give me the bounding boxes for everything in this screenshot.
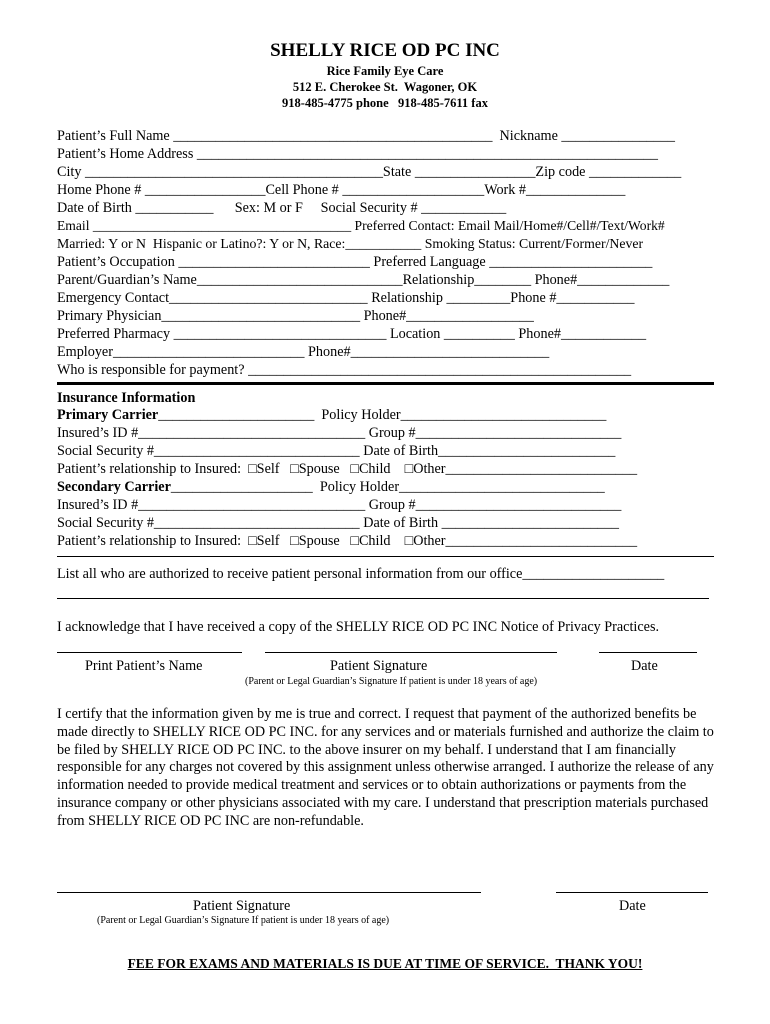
primary-relationship-checkboxes[interactable]: Patient’s relationship to Insured: □Self □Spouse □Child □Other___________________________ — [57, 461, 638, 477]
secondary-carrier-label: Secondary Carrier — [57, 479, 171, 495]
certify-date-line[interactable] — [556, 892, 708, 893]
emergency-contact-field[interactable]: Emergency Contact____________________________ Relationship _________Phone #___________ — [57, 290, 635, 306]
married-race-smoking-field[interactable]: Married: Y or N Hispanic or Latino?: Y or N, Race:___________ Smoking Status: Current/Former/Never — [57, 236, 644, 251]
authorized-persons-field[interactable]: List all who are authorized to receive patient personal information from our office____________________ — [57, 566, 665, 582]
home-address-field[interactable]: Patient’s Home Address _________________________________________________________________ — [57, 146, 658, 162]
city-state-zip-field[interactable]: City __________________________________________State _________________Zip code _____________ — [57, 164, 682, 180]
practice-contact: 918-485-4775 phone 918-485-7611 fax — [282, 96, 488, 110]
primary-ssn-dob-field[interactable]: Social Security #_____________________________ Date of Birth_________________________ — [57, 443, 616, 459]
primary-physician-field[interactable]: Primary Physician____________________________ Phone#__________________ — [57, 308, 534, 324]
date-line[interactable] — [599, 652, 697, 653]
secondary-ssn-dob-field[interactable]: Social Security #_____________________________ Date of Birth _________________________ — [57, 515, 619, 531]
section-divider — [57, 382, 714, 385]
secondary-relationship-checkboxes[interactable]: Patient’s relationship to Insured: □Self □Spouse □Child □Other___________________________ — [57, 533, 638, 549]
email-contact-field[interactable]: Email ______________________________________ Preferred Contact: Email Mail/Home#/Cell#/Text/Work# — [57, 218, 665, 233]
insurance-divider — [57, 556, 714, 557]
secondary-carrier-rest: ____________________ Policy Holder_____________________________ — [170, 479, 605, 495]
practice-address: 512 E. Cherokee St. Wagoner, OK — [292, 80, 478, 94]
primary-carrier-label: Primary Carrier — [57, 407, 159, 423]
primary-carrier-field[interactable] — [57, 406, 606, 424]
primary-insured-id-field[interactable]: Insured’s ID #________________________________ Group #_____________________________ — [57, 425, 622, 441]
date-label: Date — [631, 658, 658, 674]
primary-carrier-rest: ______________________ Policy Holder_____________________________ — [158, 407, 607, 423]
practice-dba: Rice Family Eye Care — [326, 64, 444, 78]
dob-sex-ssn-field[interactable]: Date of Birth ___________ Sex: M or F Social Security # ____________ — [57, 200, 507, 216]
authorized-line-2[interactable] — [57, 598, 709, 599]
secondary-insured-id-field[interactable]: Insured’s ID #________________________________ Group #_____________________________ — [57, 497, 622, 513]
print-name-line[interactable] — [57, 652, 242, 653]
guardian-note: (Parent or Legal Guardian’s Signature If patient is under 18 years of age) — [245, 676, 538, 687]
employer-field[interactable]: Employer___________________________ Phone#____________________________ — [57, 344, 550, 360]
phone-fields[interactable]: Home Phone # _________________Cell Phone # ____________________Work #______________ — [57, 182, 626, 198]
fee-notice: FEE FOR EXAMS AND MATERIALS IS DUE AT TIME OF SERVICE. THANK YOU! — [127, 956, 643, 971]
certify-date-label: Date — [619, 898, 646, 914]
privacy-ack-text: I acknowledge that I have received a copy of the SHELLY RICE OD PC INC Notice of Privacy Practices. — [57, 619, 660, 635]
secondary-carrier-field[interactable] — [57, 478, 605, 496]
print-name-label: Print Patient’s Name — [85, 658, 203, 674]
pharmacy-field[interactable]: Preferred Pharmacy ______________________________ Location __________ Phone#____________ — [57, 326, 647, 342]
occupation-language-field[interactable]: Patient’s Occupation ___________________________ Preferred Language _______________________ — [57, 254, 653, 270]
payment-responsible-field[interactable]: Who is responsible for payment? ______________________________________________________ — [57, 362, 632, 378]
patient-full-name-field[interactable]: Patient’s Full Name _____________________________________________ Nickname ________________ — [57, 128, 675, 144]
certify-signature-line[interactable] — [57, 892, 481, 893]
certify-guardian-note: (Parent or Legal Guardian’s Signature If patient is under 18 years of age) — [97, 915, 390, 926]
practice-name: SHELLY RICE OD PC INC — [270, 40, 500, 61]
certify-signature-label: Patient Signature — [193, 898, 291, 914]
signature-label: Patient Signature — [330, 658, 428, 674]
certification-text: I certify that the information given by me is true and correct. I request that payment of the authorized benefits be made directly to SHELLY RICE OD PC INC. for any services and or materials furnished and authorize the claim to be filed by SHELLY RICE OD PC INC. to the above insurer on my behalf. I understand that I am financially responsible for any charges not covered by this assignment unless otherwise arranged. I authorize the release of any information needed to provide medical treatment and services or to obtain authorizations or payments from the insurance company or other physicians associated with my care. I understand that prescription materials purchased from SHELLY RICE OD PC INC are non-refundable. — [57, 706, 714, 829]
insurance-heading: Insurance Information — [57, 390, 196, 406]
signature-line[interactable] — [265, 652, 557, 653]
guardian-field[interactable]: Parent/Guardian’s Name_____________________________Relationship________ Phone#_____________ — [57, 272, 670, 288]
